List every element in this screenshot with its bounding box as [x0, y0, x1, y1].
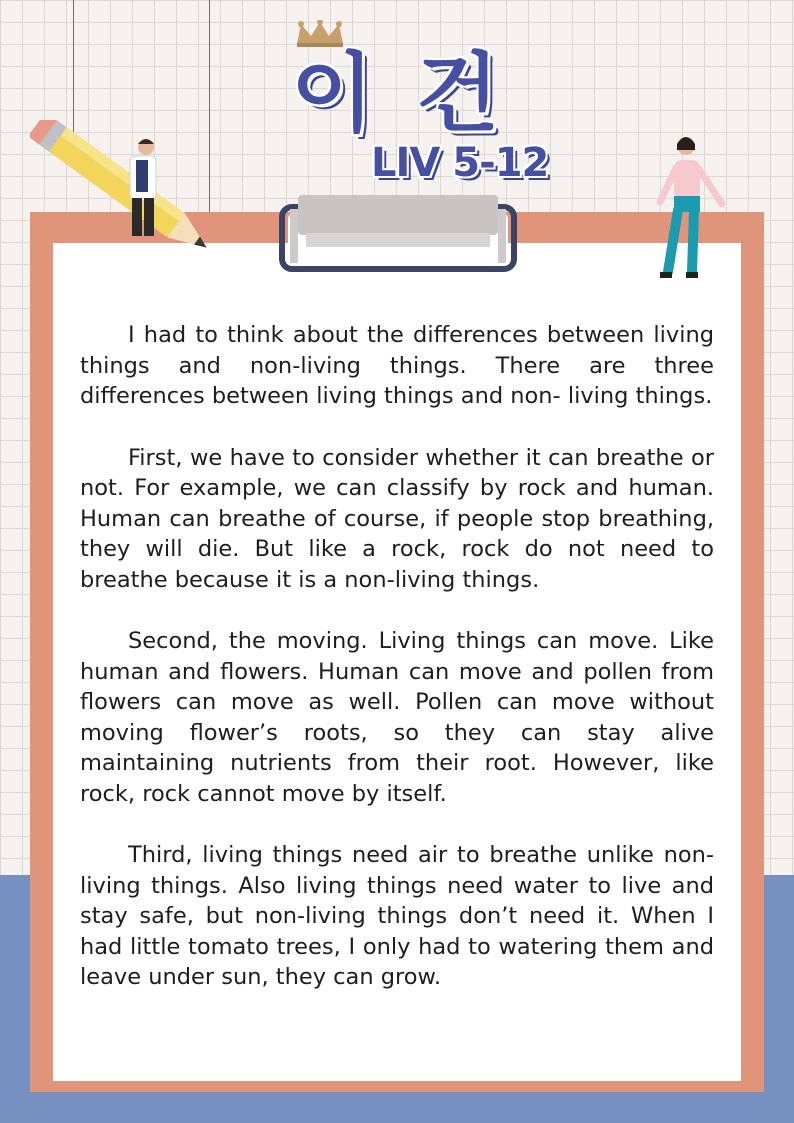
essay-body	[80, 320, 714, 1024]
sitting-woman-illustration	[640, 132, 730, 282]
clipboard-clip-icon	[276, 193, 520, 277]
essay-paragraph-1: I had to think about the differences between living things and non-living things. There are three differences between living things and non- living things.	[80, 322, 714, 409]
essay-paragraph-3: Second, the moving. Living things can move. Like human and flowers. Human can move and pollen from flowers can move as well. Pollen can move without moving flower’s roots, so they can stay alive maintaining nutrients from their root. However, like rock, rock cannot move by itself.	[80, 628, 714, 807]
essay-paragraph-2: First, we have to consider whether it can breathe or not. For example, we can classify by rock and human. Human can breathe of course, if people stop breathing, they will die. But like a rock, rock do not need to breathe because it is a non-living things.	[80, 444, 714, 593]
title-area	[283, 20, 553, 190]
pencil-scientist-illustration	[30, 120, 250, 280]
essay-paragraph-4: Third, living things need air to breathe unlike non-living things. Also living things need water to live and stay safe, but non-living things don’t need it. When I had little tomato trees, I only had to watering them and leave under sun, they can grow.	[80, 842, 714, 990]
class-code-subtitle: LIV 5-12	[371, 140, 549, 186]
hanging-wire-left	[73, 0, 74, 140]
student-name-title: 이 건	[291, 44, 506, 144]
